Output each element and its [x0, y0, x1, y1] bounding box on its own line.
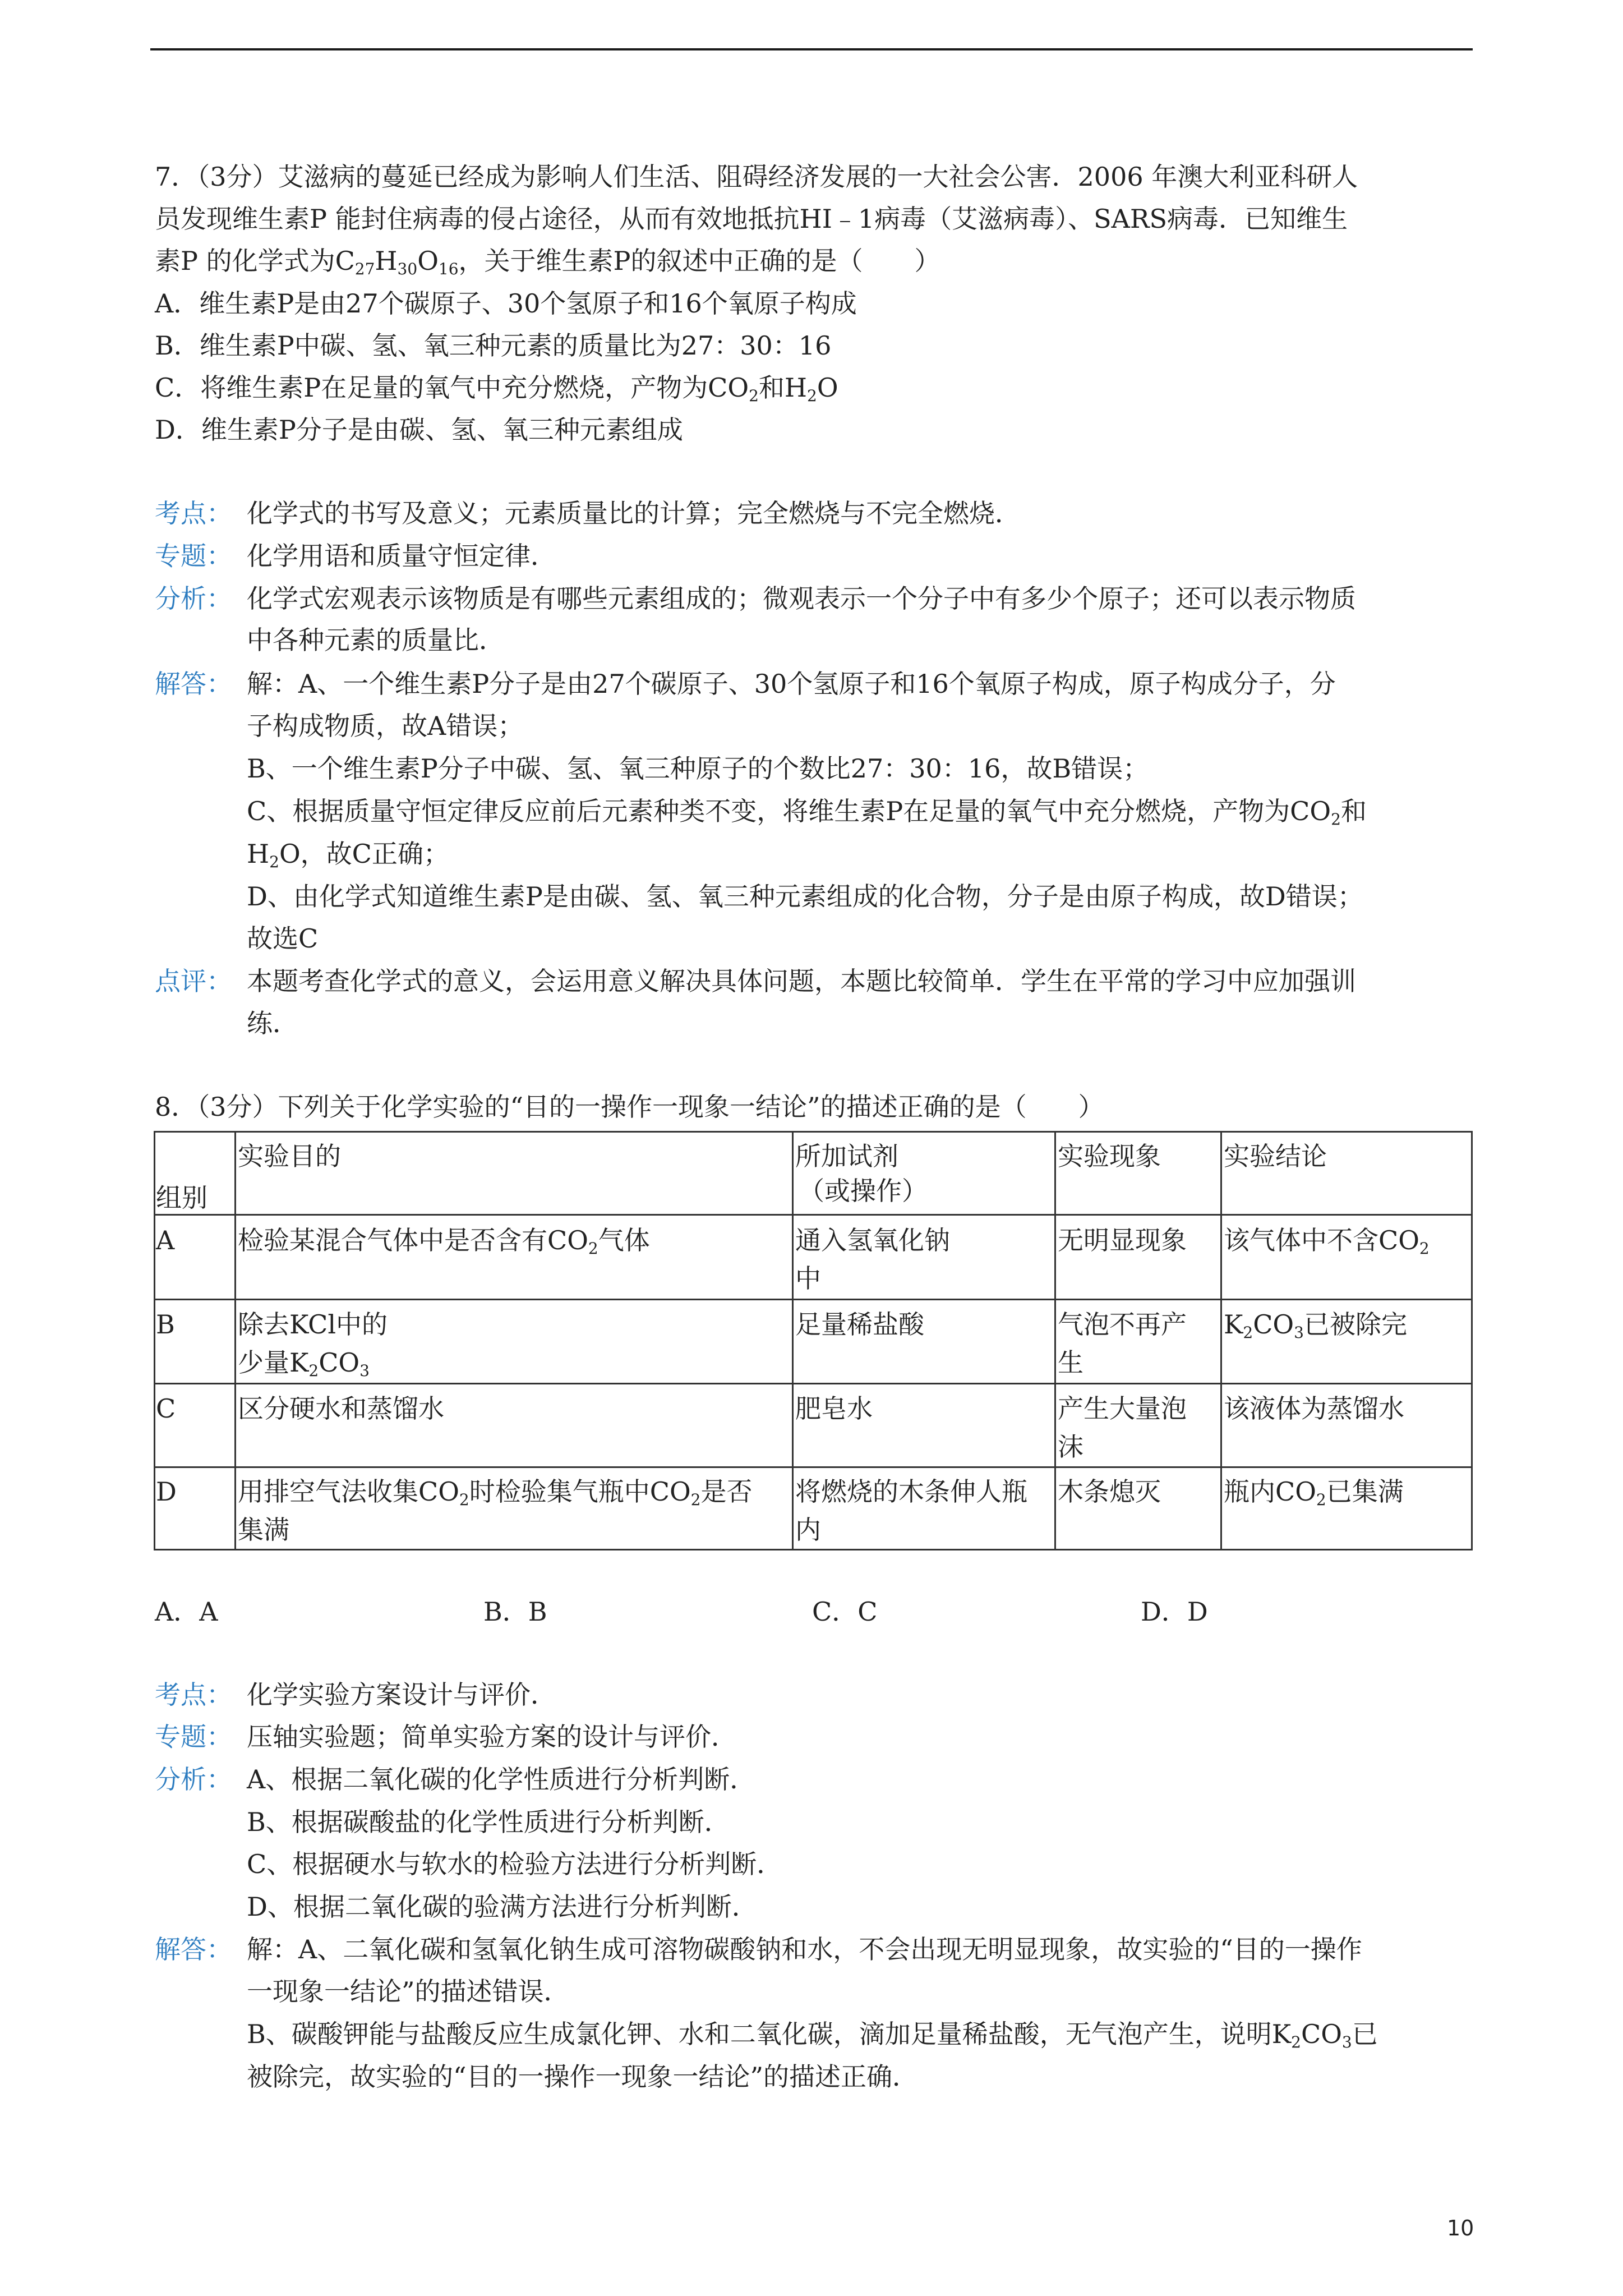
table-rule	[1054, 1131, 1056, 1550]
q8-choice-b: B．B	[483, 1596, 547, 1627]
q8-fenxi-label: 分析：	[155, 1764, 232, 1795]
table-row-d-conclusion: 瓶内$CO_2$已集满	[1224, 1476, 1404, 1509]
table-row-d-phenomenon: 木条熄灭	[1058, 1476, 1161, 1507]
table-row-a-reagent-cont: 中	[795, 1263, 821, 1294]
table-row-b-reagent: 足量稀盐酸	[795, 1309, 924, 1340]
page-number: 10	[1447, 2216, 1474, 2240]
table-row-a-phenomenon: 无明显现象	[1058, 1225, 1187, 1255]
table-row-d-group: D	[156, 1476, 177, 1507]
q8-jieda-line4: 被除完，故实验的“目的一操作一现象一结论”的描述正确．	[247, 2062, 919, 2092]
q7-dianping-line2: 练．	[247, 1008, 298, 1038]
q8-experiment-table	[154, 1131, 1473, 1550]
table-row-c-group: C	[156, 1393, 176, 1424]
q8-jieda-line2: 一现象一结论”的描述错误．	[247, 1976, 570, 2007]
q7-jieda-line4: C、根据质量守恒定律反应前后元素种类不变，将维生素P在足量的氧气中充分燃烧，产物为$CO_2$和	[247, 796, 1367, 829]
table-header-reagent-note: （或操作）	[799, 1176, 928, 1206]
table-header-reagent: 所加试剂	[795, 1141, 898, 1171]
q7-fenxi-label: 分析：	[155, 583, 232, 614]
q7-fenxi-line1: 化学式宏观表示该物质是有哪些元素组成的；微观表示一个分子中有多少个原子；还可以表示物质	[247, 583, 1356, 614]
table-row-d-reagent: 将燃烧的木条伸人瓶	[795, 1476, 1027, 1507]
header-rule	[150, 48, 1473, 50]
table-row-c-purpose: 区分硬水和蒸馏水	[238, 1393, 444, 1424]
table-rule	[1471, 1131, 1473, 1550]
q8-zhuanti-text: 压轴实验题；简单实验方案的设计与评价．	[247, 1722, 737, 1752]
table-rule	[154, 1214, 1473, 1216]
table-header-phenomenon: 实验现象	[1058, 1141, 1161, 1171]
table-row-c-conclusion: 该液体为蒸馏水	[1224, 1393, 1404, 1424]
q8-fenxi-line1: A、根据二氧化碳的化学性质进行分析判断．	[247, 1764, 756, 1795]
table-header-purpose: 实验目的	[238, 1141, 341, 1171]
table-row-b-phenomenon: 气泡不再产	[1058, 1309, 1187, 1340]
q8-jieda-line3: B、碳酸钾能与盐酸反应生成氯化钾、水和二氧化碳，滴加足量稀盐酸，无气泡产生，说明$K_2CO_3$已	[247, 2019, 1378, 2051]
q7-jieda-line2: 子构成物质，故A错误；	[247, 711, 524, 741]
q7-stem-line2: 员发现维生素P 能封住病毒的侵占途径，从而有效地抵抗HI﹣1病毒（艾滋病毒）、SARS病毒．已知维生	[155, 204, 1348, 234]
q8-jieda-label: 解答：	[155, 1934, 232, 1964]
table-row-b-purpose: 除去KCl中的	[238, 1309, 388, 1340]
table-row-a-group: A	[156, 1225, 175, 1255]
table-rule	[154, 1131, 155, 1550]
q8-fenxi-line4: D、根据二氧化碳的验满方法进行分析判断．	[247, 1892, 758, 1922]
q8-fenxi-line2: B、根据碳酸盐的化学性质进行分析判断．	[247, 1807, 730, 1837]
q8-zhuanti-label: 专题：	[155, 1722, 232, 1752]
q7-dianping-label: 点评：	[155, 966, 232, 996]
q7-jieda-line7: 故选C	[247, 923, 319, 954]
q7-zhuanti-text: 化学用语和质量守恒定律．	[247, 541, 556, 571]
table-header-group: 组别	[156, 1182, 208, 1213]
q8-kaodian-text: 化学实验方案设计与评价．	[247, 1680, 556, 1710]
table-row-a-conclusion: 该气体中不含$CO_2$	[1224, 1225, 1430, 1258]
q7-zhuanti-label: 专题：	[155, 541, 232, 571]
q7-kaodian-label: 考点：	[155, 498, 232, 528]
q8-stem: 8．（3分）下列关于化学实验的“目的一操作一现象一结论”的描述正确的是（ ）	[155, 1092, 1104, 1122]
q7-jieda-line5: $H_2O$，故C正确；	[247, 839, 449, 871]
table-row-c-phenomenon: 产生大量泡	[1058, 1393, 1187, 1424]
table-header-conclusion: 实验结论	[1224, 1141, 1327, 1171]
q7-stem-line1: 7．（3分）艾滋病的蔓延已经成为影响人们生活、阻碍经济发展的一大社会公害．2006 年澳大利亚科研人	[155, 162, 1358, 192]
table-row-d-purpose-cont: 集满	[238, 1515, 289, 1545]
table-rule	[234, 1131, 236, 1550]
q7-option-a: A．维生素P是由27个碳原子、30个氢原子和16个氧原子构成	[155, 288, 857, 319]
table-rule	[154, 1466, 1473, 1468]
table-rule	[154, 1549, 1473, 1550]
table-row-b-group: B	[156, 1309, 175, 1340]
q7-stem-line3: 素P 的化学式为$C_{27}H_{30}O_{16}$，关于维生素P的叙述中正确的是（ ）	[155, 246, 940, 278]
q7-option-c: C．将维生素P在足量的氧气中充分燃烧，产物为$CO_2$和$H_2O$	[155, 372, 838, 405]
table-row-a-purpose: 检验某混合气体中是否含有$CO_2$气体	[238, 1225, 650, 1258]
table-row-d-purpose: 用排空气法收集$CO_2$时检验集气瓶中$CO_2$是否	[238, 1476, 753, 1509]
q8-kaodian-label: 考点：	[155, 1680, 232, 1710]
q8-jieda-line1: 解：A、二氧化碳和氢氧化钠生成可溶物碳酸钠和水，不会出现无明显现象，故实验的“目的一操作	[247, 1934, 1362, 1964]
q7-option-b: B．维生素P中碳、氢、氧三种元素的质量比为27：30：16	[155, 330, 832, 361]
table-row-c-phenomenon-cont: 沫	[1058, 1432, 1083, 1462]
table-rule	[154, 1299, 1473, 1300]
table-rule	[154, 1131, 1473, 1133]
table-row-b-conclusion: $K_2CO_3$已被除完	[1224, 1309, 1407, 1342]
q7-jieda-line6: D、由化学式知道维生素P是由碳、氢、氧三种元素组成的化合物，分子是由原子构成，故D错误；	[247, 881, 1363, 912]
q8-choice-c: C．C	[812, 1596, 878, 1627]
table-row-a-reagent: 通入氢氧化钠	[795, 1225, 950, 1255]
q7-jieda-label: 解答：	[155, 669, 232, 699]
table-row-b-phenomenon-cont: 生	[1058, 1347, 1083, 1378]
table-row-b-purpose-cont: 少量$K_2CO_3$	[238, 1347, 370, 1380]
q8-choice-a: A．A	[155, 1596, 218, 1627]
table-row-d-reagent-cont: 内	[795, 1515, 821, 1545]
q8-fenxi-line3: C、根据硬水与软水的检验方法进行分析判断．	[247, 1849, 783, 1879]
table-rule	[154, 1383, 1473, 1384]
q7-jieda-line1: 解：A、一个维生素P分子是由27个碳原子、30个氢原子和16个氧原子构成，原子构成分子，分	[247, 669, 1336, 699]
q7-fenxi-line2: 中各种元素的质量比．	[247, 625, 505, 655]
table-row-c-reagent: 肥皂水	[795, 1393, 873, 1424]
q7-dianping-line1: 本题考查化学式的意义，会运用意义解决具体问题，本题比较简单．学生在平常的学习中应加强训	[247, 966, 1356, 996]
q7-jieda-line3: B、一个维生素P分子中碳、氢、氧三种原子的个数比27：30：16，故B错误；	[247, 753, 1149, 784]
table-rule	[1220, 1131, 1222, 1550]
table-rule	[792, 1131, 794, 1550]
q7-option-d: D．维生素P分子是由碳、氢、氧三种元素组成	[155, 415, 683, 445]
q8-choice-d: D．D	[1141, 1596, 1208, 1627]
q7-kaodian-text: 化学式的书写及意义；元素质量比的计算；完全燃烧与不完全燃烧．	[247, 498, 1021, 528]
